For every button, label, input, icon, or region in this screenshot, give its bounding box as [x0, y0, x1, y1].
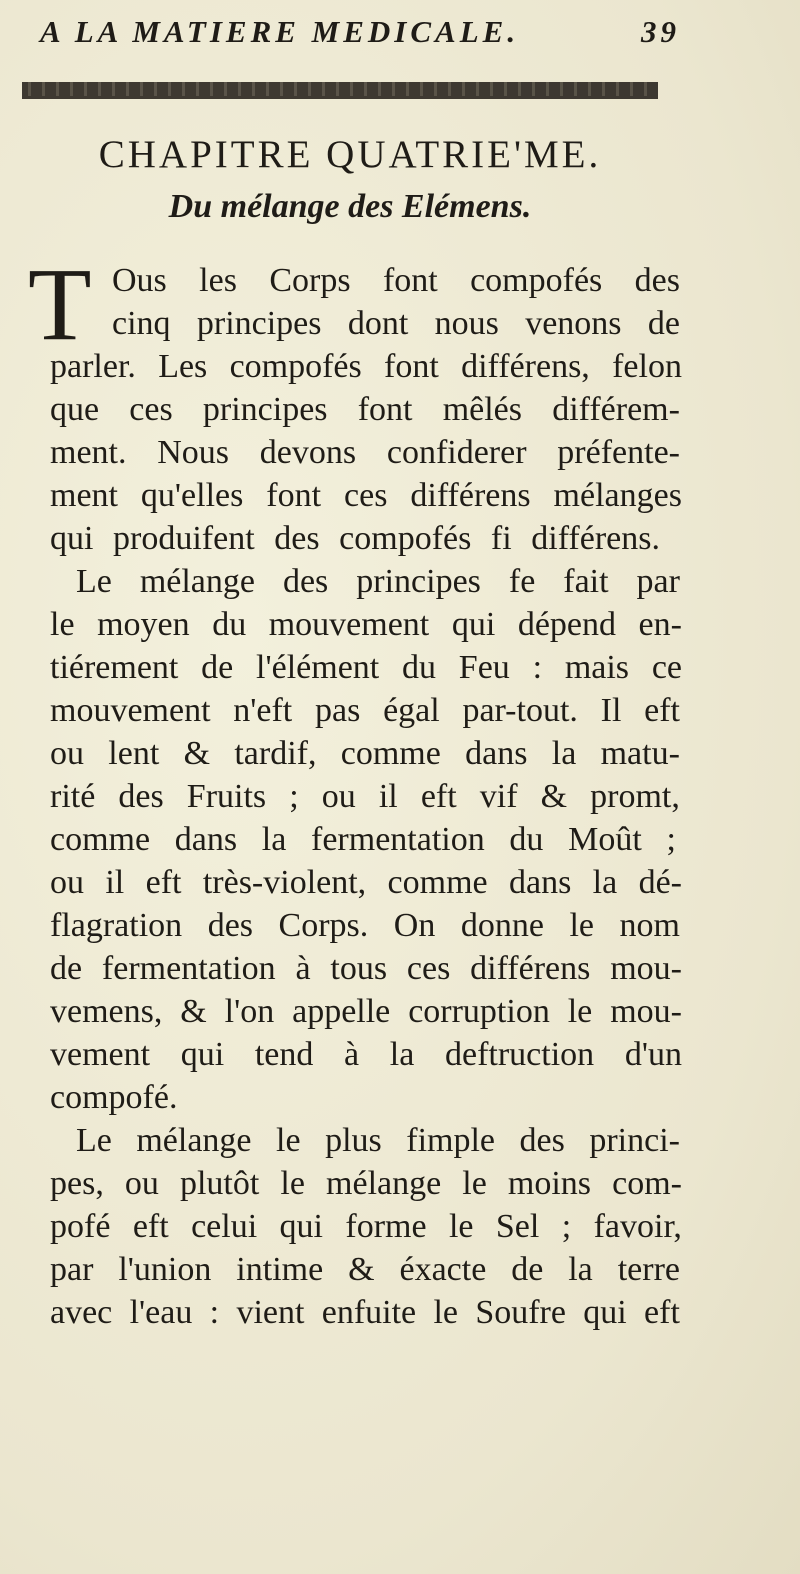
text-line: vement qui tend à la deftruction d'un [50, 1036, 682, 1073]
drop-cap: T [28, 247, 92, 362]
text-line: de fermentation à tous ces différens mou- [50, 950, 682, 987]
running-head-title: A LA MATIERE MEDICALE. [40, 14, 520, 49]
text-line: le moyen du mouvement qui dépend en- [50, 606, 682, 643]
text-line: parler. Les compofés font différens, felon [50, 348, 682, 385]
text-line: rité des Fruits ; ou il eft vif & promt, [50, 778, 680, 815]
text-line: pes, ou plutôt le mélange le moins com- [50, 1165, 682, 1202]
page-number: 39 [641, 14, 680, 49]
text-line: qui produifent des compofés fi différens. [50, 520, 660, 557]
text-line: compofé. [50, 1079, 178, 1116]
text-line: vemens, & l'on appelle corruption le mou- [50, 993, 682, 1030]
text-line: Le mélange le plus fimple des princi- [76, 1122, 680, 1159]
text-line: comme dans la fermentation du Moût ; [50, 821, 676, 858]
text-line: avec l'eau : vient enfuite le Soufre qui eft [50, 1294, 680, 1331]
running-head [40, 14, 680, 50]
text-line: ou lent & tardif, comme dans la matu- [50, 735, 680, 772]
text-line: ment. Nous devons confiderer préfente- [50, 434, 680, 471]
text-line: pofé eft celui qui forme le Sel ; favoir, [50, 1208, 682, 1245]
text-line: tiérement de l'élément du Feu : mais ce [50, 649, 682, 686]
text-line: Ous les Corps font compofés des [112, 262, 680, 299]
text-line: par l'union intime & éxacte de la terre [50, 1251, 680, 1288]
text-line: flagration des Corps. On donne le nom [50, 907, 680, 944]
text-line: mouvement n'eft pas égal par-tout. Il eft [50, 692, 680, 729]
text-line: que ces principes font mêlés différem- [50, 391, 680, 428]
chapter-subtitle: Du mélange des Elémens. [168, 188, 532, 225]
text-line: ou il eft très-violent, comme dans la dé- [50, 864, 682, 901]
text-line: Le mélange des principes fe fait par [76, 563, 680, 600]
text-line: ment qu'elles font ces différens mélanges [50, 477, 682, 514]
text-line: cinq principes dont nous venons de [112, 305, 680, 342]
ornamental-rule [22, 82, 658, 99]
chapter-title: CHAPITRE QUATRIE'ME. [98, 133, 602, 176]
